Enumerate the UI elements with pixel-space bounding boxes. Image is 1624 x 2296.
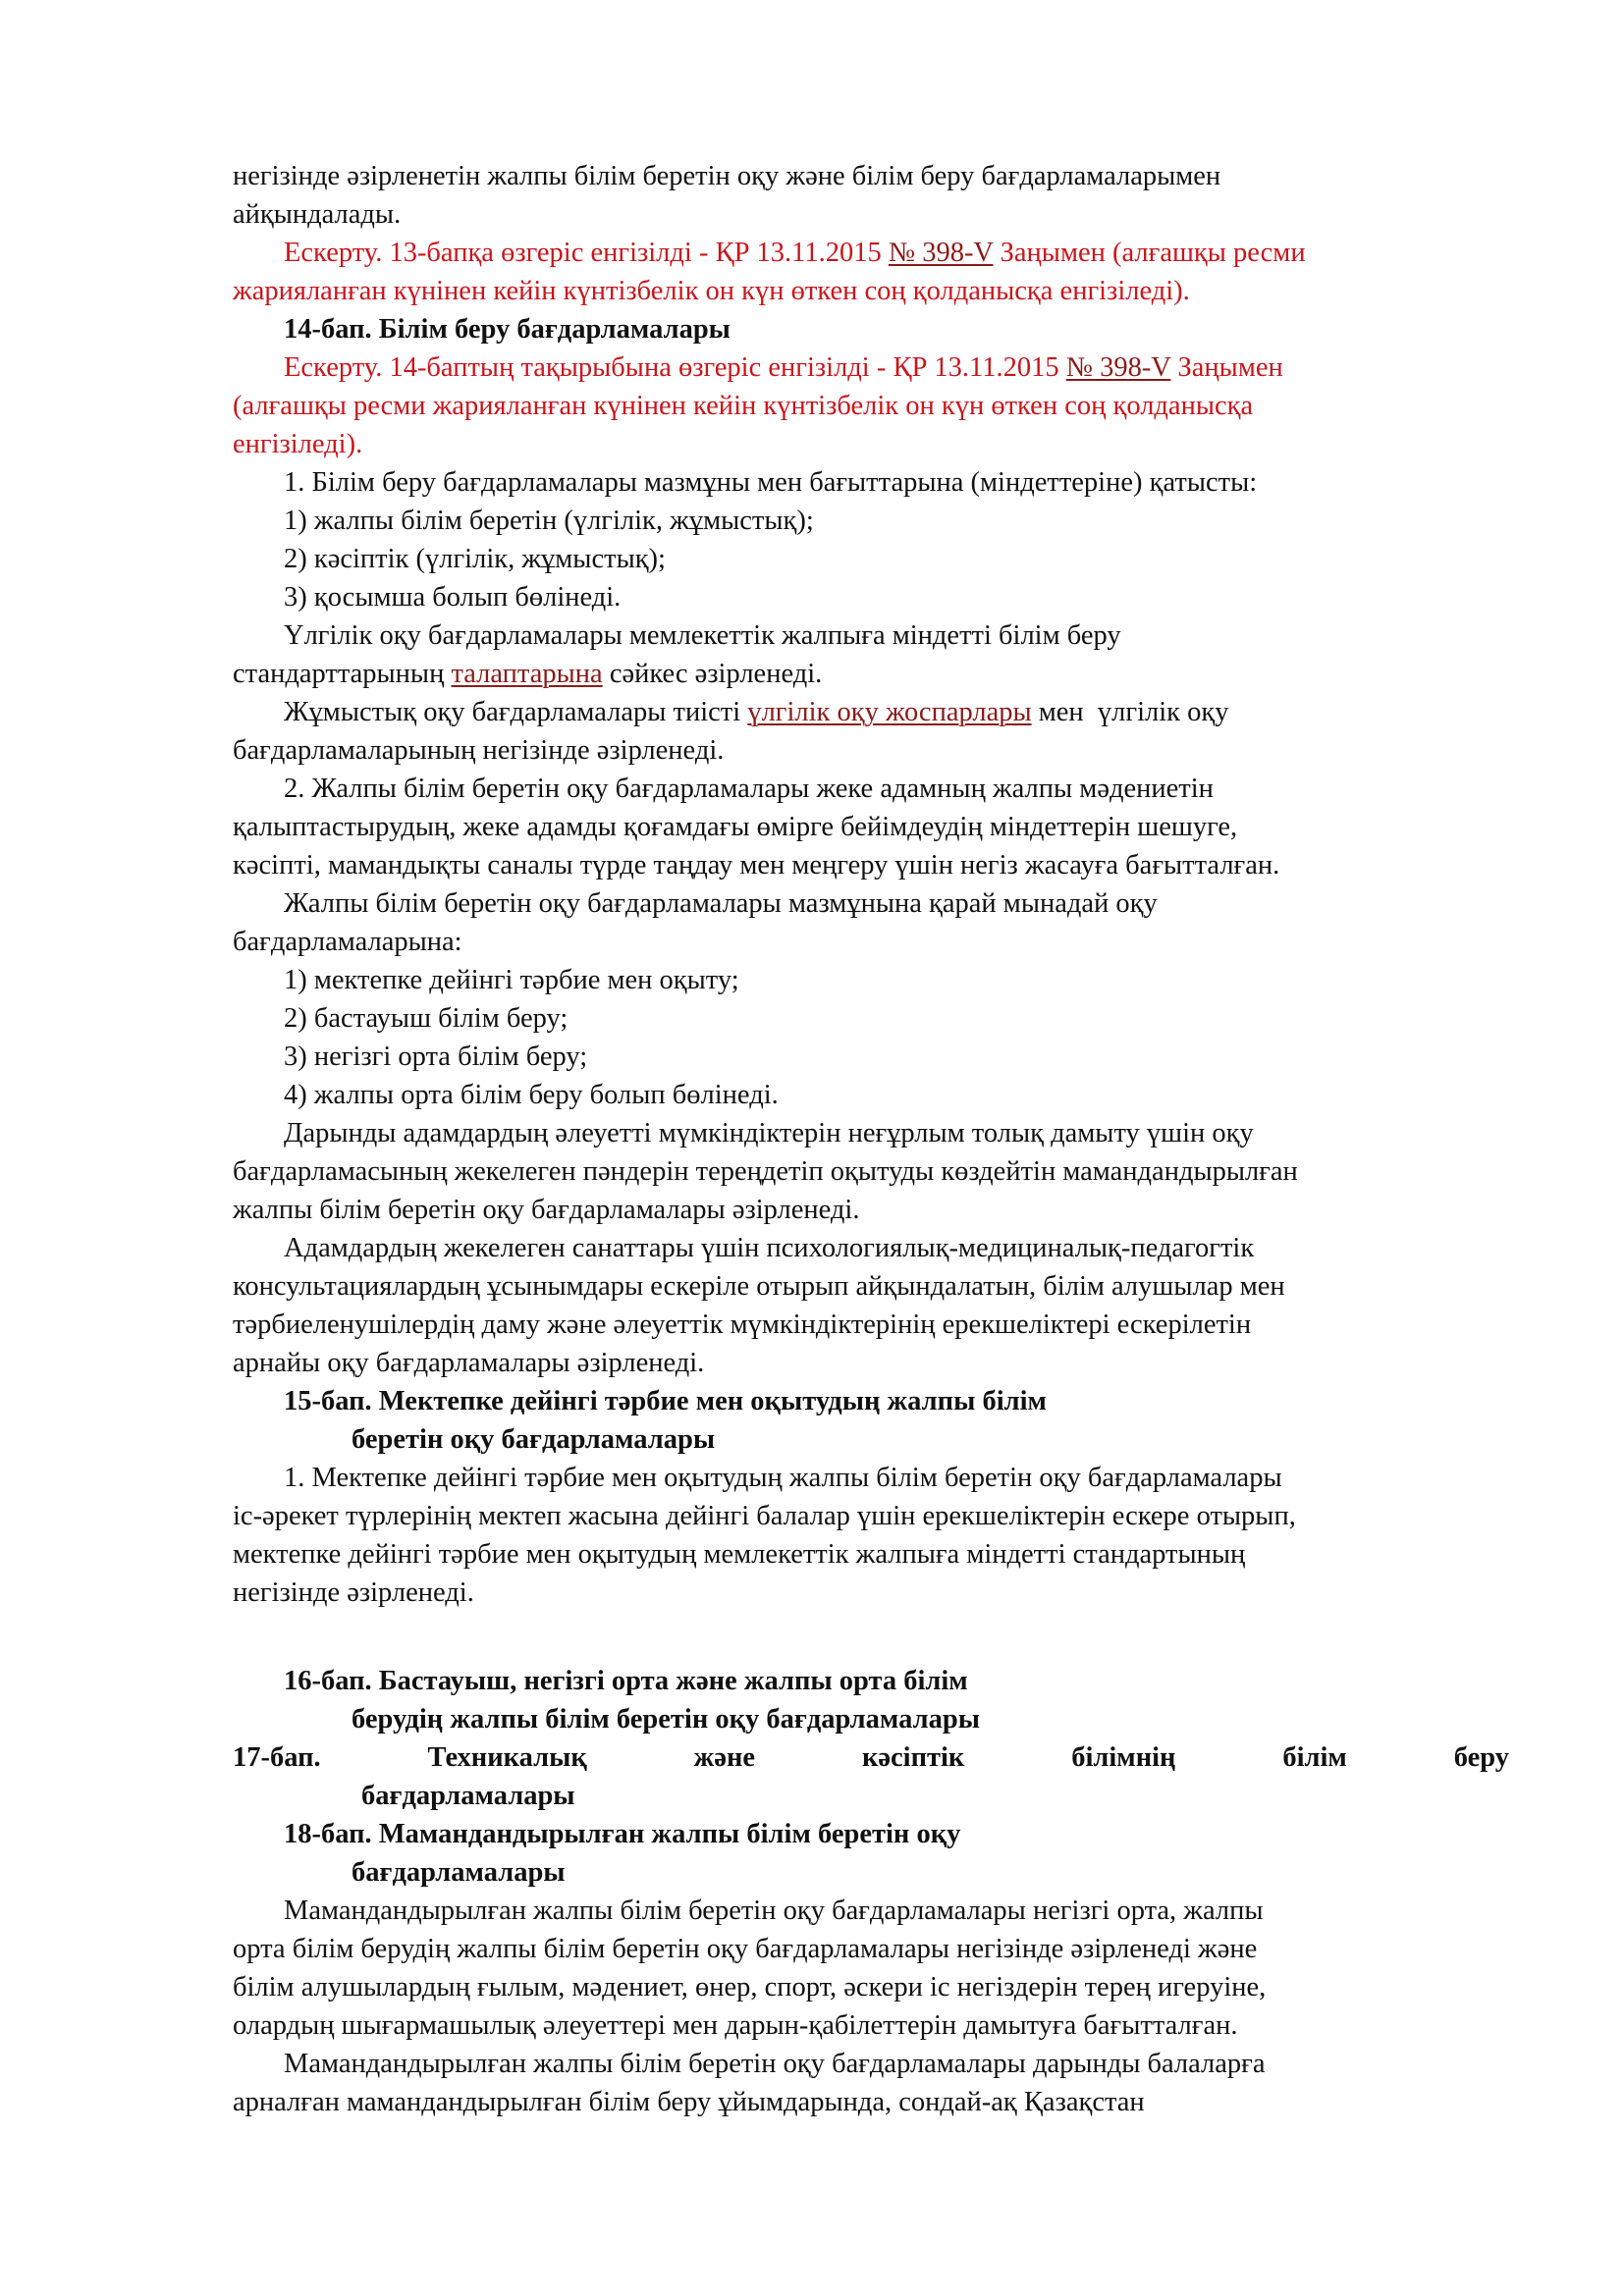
article-18-heading-line2: бағдарламалары [352,1857,566,1888]
paragraph-line: негізінде әзірленетін жалпы білім беретін оқу және білім беру бағдарламаларымен [233,161,1221,191]
paragraph-line: 1. Білім беру бағдарламалары мазмұны мен бағыттарына (міндеттеріне) қатысты: [284,467,1258,498]
list-item: 1) жалпы білім беретін (үлгілік, жұмыстық); [284,506,814,536]
article-14-heading: 14-бап. Білім беру бағдарламалары [284,314,731,345]
paragraph-line: кәсіпті, мамандықты саналы түрде таңдау мен меңгеру үшін негіз жасауға бағытталған. [233,850,1280,881]
note-text: Ескерту. 13-бапқа өзгеріс енгізілді - ҚР 13.11.2015 [284,238,889,268]
list-item: 1) мектепке дейінгі тәрбие мен оқыту; [284,965,739,995]
paragraph-line: арналған мамандандырылған білім беру ұйымдарында, сондай-ақ Қазақстан [233,2087,1145,2117]
list-item: 2) бастауыш білім беру; [284,1003,568,1034]
paragraph-line [233,655,1509,693]
amendment-note-13 [284,234,1509,272]
article-17-heading [233,1738,1509,1777]
heading-word: білім [1282,1742,1347,1773]
paragraph-text: стандарттарының [233,659,452,689]
paragraph-text: мен үлгілік оқу [1031,697,1229,727]
amendment-note-14-line3: енгізіледі). [233,429,363,459]
paragraph-line: қалыптастырудың, жеке адамды қоғамдағы өмірге бейімдеудің міндеттерін шешуге, [233,812,1238,842]
article-15-heading-line2: беретін оқу бағдарламалары [352,1424,716,1455]
requirements-link[interactable]: талаптарына [451,659,603,689]
paragraph-line: Мамандандырылған жалпы білім беретін оқу бағдарламалары негізгі орта, жалпы [284,1896,1264,1926]
paragraph-line: арнайы оқу бағдарламалары әзірленеді. [233,1348,705,1378]
heading-word: 17-бап. [233,1742,321,1773]
paragraph-line: іс-әрекет түрлерінің мектеп жасына дейінгі балалар үшін ерекшеліктерін ескере отырып, [233,1501,1296,1531]
list-item: 2) кәсіптік (үлгілік, жұмыстық); [284,544,666,574]
heading-word: кәсіптік [861,1742,965,1773]
heading-word: беру [1453,1742,1509,1773]
paragraph-line: бағдарламаларына: [233,927,462,957]
paragraph-line: Адамдардың жекелеген санаттары үшін психологиялық-медициналық-педагогтік [284,1233,1255,1263]
paragraph-line: Дарынды адамдардың әлеуетті мүмкіндіктерін неғұрлым толық дамыту үшін оқу [284,1118,1254,1148]
paragraph-text: Жұмыстық оқу бағдарламалары тиісті [284,697,748,727]
article-16-heading-line2: берудің жалпы білім беретін оқу бағдарламалары [352,1704,980,1735]
article-18-heading: 18-бап. Мамандандырылған жалпы білім беретін оқу [284,1819,961,1849]
list-item: 3) негізгі орта білім беру; [284,1041,588,1072]
amendment-note-14-line2: (алғашқы ресми жарияланған күнінен кейін күнтізбелік он күн өткен соң қолданысқа [233,391,1254,421]
paragraph-line: консультациялардың ұсынымдары ескеріле отырып айқындалатын, білім алушылар мен [233,1271,1285,1302]
paragraph-line: бағдарламасының жекелеген пәндерін тереңдетіп оқытуды көздейтін мамандандырылған [233,1156,1298,1187]
heading-word: білімнің [1071,1742,1176,1773]
paragraph-line: орта білім берудің жалпы білім беретін оқу бағдарламалары негізінде әзірленеді және [233,1934,1258,1964]
heading-word: және [693,1742,756,1773]
list-item: 3) қосымша болып бөлінеді. [284,582,622,613]
law-link-398-v[interactable]: № 398-V [888,238,994,268]
paragraph-line: жалпы білім беретін оқу бағдарламалары әзірленеді. [233,1195,860,1225]
note-text: Заңымен (алғашқы ресми [993,238,1306,268]
paragraph-line: айқындалады. [233,199,402,230]
paragraph-line: Жалпы білім беретін оқу бағдарламалары мазмұнына қарай мынадай оқу [284,888,1158,919]
article-15-heading: 15-бап. Мектепке дейінгі тәрбие мен оқытудың жалпы білім [284,1386,1047,1416]
paragraph-line: бағдарламаларының негізінде әзірленеді. [233,735,725,766]
paragraph-line: мектепке дейінгі тәрбие мен оқытудың мемлекеттік жалпыға міндетті стандартының [233,1539,1246,1570]
model-curricula-link[interactable]: үлгілік оқу жоспарлары [747,697,1032,727]
amendment-note-14 [284,348,1509,387]
note-text: Заңымен [1170,352,1283,383]
amendment-note-13-line2: жарияланған күнінен кейін күнтізбелік он күн өткен соң қолданысқа енгізіледі). [233,276,1190,306]
article-16-heading: 16-бап. Бастауыш, негізгі орта және жалпы орта білім [284,1666,968,1696]
paragraph-line: негізінде әзірленеді. [233,1577,474,1608]
article-17-heading-line2: бағдарламалары [361,1781,575,1811]
paragraph-line [284,693,1509,731]
list-item: 4) жалпы орта білім беру болып бөлінеді. [284,1080,779,1110]
note-text: Ескерту. 14-баптың тақырыбына өзгеріс енгізілді - ҚР 13.11.2015 [284,352,1066,383]
paragraph-text: сәйкес әзірленеді. [602,659,823,689]
heading-word: Техникалық [427,1742,587,1773]
paragraph-line: 2. Жалпы білім беретін оқу бағдарламалары жеке адамның жалпы мәдениетін [284,774,1214,804]
paragraph-line: Үлгілік оқу бағдарламалары мемлекеттік жалпыға міндетті білім беру [284,620,1121,651]
paragraph-line: білім алушылардың ғылым, мәдениет, өнер, спорт, әскери іс негіздерін терең игеруіне, [233,1972,1267,2002]
paragraph-line: олардың шығармашылық әлеуеттері мен дарын-қабілеттерін дамытуға бағытталған. [233,2010,1238,2041]
paragraph-line: 1. Мектепке дейінгі тәрбие мен оқытудың жалпы білім беретін оқу бағдарламалары [284,1463,1282,1493]
paragraph-line: Мамандандырылған жалпы білім беретін оқу бағдарламалары дарынды балаларға [284,2049,1266,2079]
paragraph-line: тәрбиеленушілердің даму және әлеуеттік мүмкіндіктерінің ерекшеліктері ескерілетін [233,1309,1252,1340]
law-link-398-v[interactable]: № 398-V [1065,352,1171,383]
